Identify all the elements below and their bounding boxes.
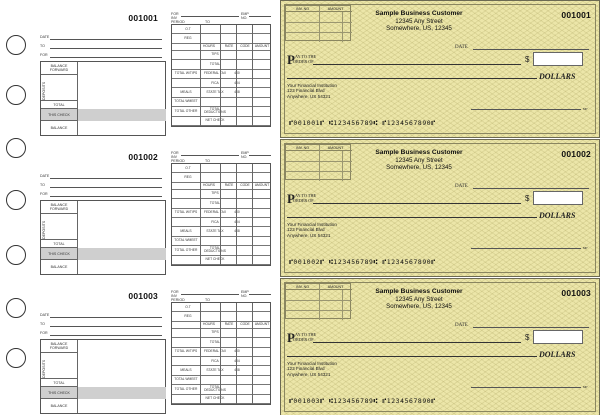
stub-to-label: TO (40, 322, 45, 326)
micr-line: ⑈001001⑈ ⑆123456789⑆ ⑈1234567890⑈ (289, 119, 436, 127)
stub-register (40, 61, 166, 136)
stub-check-number: 001002 (128, 152, 158, 162)
pay-to-label: $P^{AY TO THE}$ ORDER OF (287, 191, 317, 206)
amount-header: AMOUNT (254, 183, 270, 188)
business-info (359, 10, 479, 32)
amount-box[interactable] (533, 191, 583, 205)
bank-name: Your Financial Institution (287, 83, 337, 88)
dollars-label: DOLLARS (539, 211, 576, 220)
state-tax-label: STATE TAX (206, 367, 224, 372)
rate-header: RATE (224, 44, 234, 49)
payroll-emp-label: EMP (241, 290, 249, 294)
invoice-table (285, 283, 351, 319)
code-404: 404 (234, 80, 240, 85)
total-wtips-label: TOTAL W/TIPS (174, 71, 198, 76)
business-address-2: Somewhere, US, 12345 (386, 302, 452, 310)
stub-register (40, 200, 166, 275)
stub-date-label: DATE (40, 174, 50, 178)
inv-amount-header: AMOUNT (319, 284, 352, 290)
total-wtips-label: TOTAL W/TIPS (174, 210, 198, 215)
payroll-to-label: TO (205, 159, 210, 163)
pay-to-label: $P^{AY TO THE}$ ORDER OF (287, 52, 317, 67)
net-check-label: NET CHECK (205, 396, 225, 401)
payroll-total-label: TOTAL (209, 61, 221, 66)
fica-label: FICA (211, 219, 219, 224)
stub-check-number: 001003 (128, 291, 158, 301)
business-info (359, 288, 479, 310)
business-address-2: Somewhere, US, 12345 (386, 24, 452, 32)
date-label: DATE (455, 323, 468, 328)
hours-header: HOURS (203, 183, 215, 188)
business-address-2: Somewhere, US, 12345 (386, 163, 452, 171)
total-deductions-label: TOTAL DEDUCTIONS (204, 107, 226, 115)
payroll-total-label: TOTAL (209, 200, 221, 205)
micr-line: ⑈001002⑈ ⑆123456789⑆ ⑈1234567890⑈ (289, 258, 436, 266)
total-other-label: TOTAL OTHER (174, 247, 198, 252)
ot-label: O.T (185, 304, 191, 309)
bank-address-2: Anywhere, US 54321 (287, 232, 331, 238)
inv-no-header: INV. NO (286, 6, 319, 12)
payroll-period-label: PERIOD (171, 298, 185, 302)
bank-name: Your Financial Institution (287, 222, 337, 227)
stub-check-number: 001001 (128, 13, 158, 23)
this-check-label: THIS CHECK (41, 109, 77, 121)
check-stub (40, 278, 166, 415)
code-408: 408 (234, 228, 240, 233)
payroll-table (171, 302, 271, 405)
invoice-table (285, 5, 351, 41)
bank-info (287, 222, 337, 238)
mp-label: MP (583, 107, 588, 111)
stub-to-label: TO (40, 183, 45, 187)
payroll-emp-label: EMP (241, 151, 249, 155)
amount-header: AMOUNT (254, 44, 270, 49)
net-check-label: NET CHECK (205, 257, 225, 262)
rate-header: RATE (224, 322, 234, 327)
check-number: 001002 (561, 149, 591, 159)
this-check-label: THIS CHECK (41, 387, 77, 399)
meals-label: MEALS (180, 89, 192, 94)
total-wmeet-label: TOTAL WMEET (174, 238, 198, 243)
stub-date-label: DATE (40, 35, 50, 39)
code-header: CODE (240, 183, 250, 188)
total-deductions-label: TOTAL DEDUCTIONS (204, 246, 226, 254)
dollar-sign: $ (525, 333, 530, 342)
payroll-table (171, 24, 271, 127)
payroll-stub (171, 0, 273, 138)
balance-label: BALANCE (50, 126, 68, 130)
meals-label: MEALS (180, 367, 192, 372)
mp-label: MP (583, 385, 588, 389)
hours-header: HOURS (203, 44, 215, 49)
tips-label: TIPS (211, 52, 219, 57)
fica-label: FICA (211, 80, 219, 85)
total-deductions-label: TOTAL DEDUCTIONS (204, 385, 226, 393)
payroll-total-label: TOTAL (209, 339, 221, 344)
federal-tax-label: FEDERAL TAX (203, 71, 227, 76)
business-check (280, 278, 600, 415)
balance-label: BALANCE (50, 404, 68, 408)
total-other-label: TOTAL OTHER (174, 108, 198, 113)
check-stub (40, 0, 166, 138)
deposits-label: DEPOSITS (42, 220, 46, 239)
stub-for-label: FOR (40, 192, 48, 196)
reg-label: REG (184, 313, 192, 318)
invoice-table (285, 144, 351, 180)
deposits-label: DEPOSITS (42, 359, 46, 378)
federal-tax-label: FEDERAL TAX (203, 210, 227, 215)
date-label: DATE (455, 184, 468, 189)
reg-label: REG (184, 174, 192, 179)
state-tax-label: STATE TAX (206, 89, 224, 94)
bank-info (287, 83, 337, 99)
tips-label: TIPS (211, 191, 219, 196)
total-other-label: TOTAL OTHER (174, 386, 198, 391)
total-label: TOTAL (41, 378, 77, 387)
state-tax-label: STATE TAX (206, 228, 224, 233)
balance-forward-label: BALANCE FORWARD (41, 340, 77, 353)
ot-label: O.T (185, 165, 191, 170)
bank-address-1: 123 Financial Blvd (287, 227, 325, 233)
check-row (0, 278, 600, 415)
business-address-1: 12345 Any Street (395, 156, 443, 164)
business-address-1: 12345 Any Street (395, 295, 443, 303)
balance-forward-label: BALANCE FORWARD (41, 201, 77, 214)
business-name: Sample Business Customer (375, 10, 463, 17)
code-header: CODE (240, 44, 250, 49)
code-400: 400 (234, 349, 240, 354)
amount-box[interactable] (533, 52, 583, 66)
payroll-for-label: FOR (171, 151, 179, 155)
payroll-to-label: TO (205, 20, 210, 24)
dollars-label: DOLLARS (539, 72, 576, 81)
code-400: 400 (234, 210, 240, 215)
meals-label: MEALS (180, 228, 192, 233)
check-row (0, 0, 600, 138)
payroll-no-label: NO. (241, 294, 248, 298)
payroll-for-label: FOR (171, 290, 179, 294)
check-stub (40, 139, 166, 277)
payroll-inv-label: INV (171, 16, 177, 20)
tips-label: TIPS (211, 330, 219, 335)
business-name: Sample Business Customer (375, 149, 463, 156)
total-label: TOTAL (41, 100, 77, 109)
stub-for-label: FOR (40, 53, 48, 57)
total-wtips-label: TOTAL W/TIPS (174, 349, 198, 354)
payroll-to-label: TO (205, 298, 210, 302)
total-label: TOTAL (41, 239, 77, 248)
payroll-table (171, 163, 271, 266)
stub-register (40, 339, 166, 414)
stub-for-label: FOR (40, 331, 48, 335)
inv-amount-header: AMOUNT (319, 6, 352, 12)
payroll-stub (171, 278, 273, 415)
payroll-for-label: FOR (171, 12, 179, 16)
total-wmeet-label: TOTAL WMEET (174, 99, 198, 104)
payroll-stub (171, 139, 273, 277)
balance-forward-label: BALANCE FORWARD (41, 62, 77, 75)
total-wmeet-label: TOTAL WMEET (174, 377, 198, 382)
code-404: 404 (234, 358, 240, 363)
code-408: 408 (234, 367, 240, 372)
payroll-emp-label: EMP (241, 12, 249, 16)
bank-info (287, 361, 337, 377)
check-number: 001001 (561, 10, 591, 20)
dollar-sign: $ (525, 194, 530, 203)
bank-address-1: 123 Financial Blvd (287, 366, 325, 372)
amount-header: AMOUNT (254, 322, 270, 327)
bank-name: Your Financial Institution (287, 361, 337, 366)
fica-label: FICA (211, 358, 219, 363)
business-check (280, 0, 600, 138)
amount-box[interactable] (533, 330, 583, 344)
stub-to-label: TO (40, 44, 45, 48)
federal-tax-label: FEDERAL TAX (203, 349, 227, 354)
payroll-period-label: PERIOD (171, 20, 185, 24)
ot-label: O.T (185, 26, 191, 31)
payroll-no-label: NO. (241, 155, 248, 159)
payroll-no-label: NO. (241, 16, 248, 20)
business-name: Sample Business Customer (375, 288, 463, 295)
business-address-1: 12345 Any Street (395, 17, 443, 25)
bank-address-2: Anywhere, US 54321 (287, 371, 331, 377)
hours-header: HOURS (203, 322, 215, 327)
bank-address-1: 123 Financial Blvd (287, 88, 325, 94)
pay-to-label: $P^{AY TO THE}$ ORDER OF (287, 330, 317, 345)
inv-no-header: INV. NO (286, 284, 319, 290)
bank-address-2: Anywhere, US 54321 (287, 93, 331, 99)
dollar-sign: $ (525, 55, 530, 64)
code-header: CODE (240, 322, 250, 327)
inv-no-header: INV. NO (286, 145, 319, 151)
code-404: 404 (234, 219, 240, 224)
code-408: 408 (234, 89, 240, 94)
check-row (0, 139, 600, 277)
stub-date-label: DATE (40, 313, 50, 317)
payroll-period-label: PERIOD (171, 159, 185, 163)
dollars-label: DOLLARS (539, 350, 576, 359)
deposits-label: DEPOSITS (42, 81, 46, 100)
date-label: DATE (455, 45, 468, 50)
rate-header: RATE (224, 183, 234, 188)
inv-amount-header: AMOUNT (319, 145, 352, 151)
business-info (359, 149, 479, 171)
check-number: 001003 (561, 288, 591, 298)
mp-label: MP (583, 246, 588, 250)
payroll-inv-label: INV (171, 155, 177, 159)
business-check (280, 139, 600, 277)
net-check-label: NET CHECK (205, 118, 225, 123)
micr-line: ⑈001003⑈ ⑆123456789⑆ ⑈1234567890⑈ (289, 397, 436, 405)
payroll-inv-label: INV (171, 294, 177, 298)
reg-label: REG (184, 35, 192, 40)
this-check-label: THIS CHECK (41, 248, 77, 260)
code-400: 400 (234, 71, 240, 76)
balance-label: BALANCE (50, 265, 68, 269)
